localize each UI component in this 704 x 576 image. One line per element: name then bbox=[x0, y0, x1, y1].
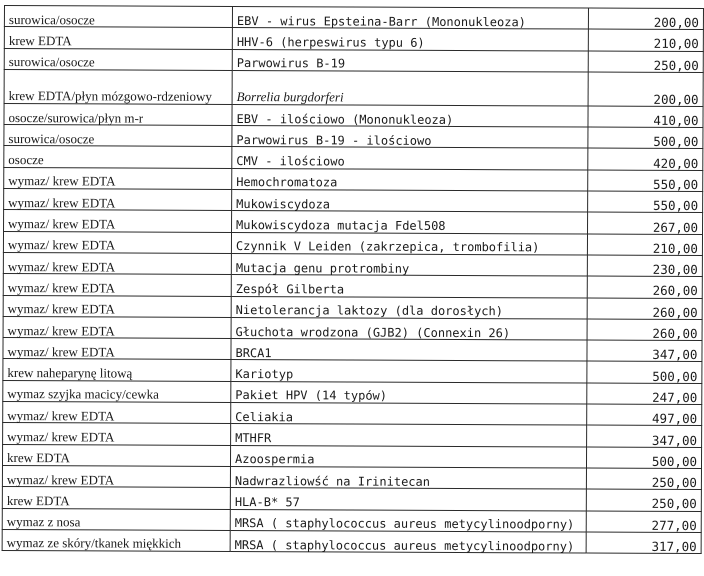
table-row bbox=[2, 444, 701, 468]
price-list-sheet bbox=[2, 5, 699, 555]
price-cell: 250,00 bbox=[588, 51, 703, 73]
test-name-cell: Nadwrazliowść na Irinitecan bbox=[230, 466, 586, 489]
table-row bbox=[3, 295, 702, 319]
test-name-cell: Kariotyp bbox=[231, 360, 587, 383]
test-name-cell: Pakiet HPV (14 typów) bbox=[231, 381, 587, 404]
test-name-cell: Azoospermia bbox=[230, 445, 586, 468]
table-row bbox=[3, 359, 702, 383]
table-row bbox=[4, 6, 703, 30]
table-row bbox=[2, 529, 701, 553]
material-cell: wymaz ze skóry/tkanek miękkich bbox=[2, 529, 230, 551]
test-name-cell: Zespół Gilberta bbox=[231, 275, 587, 298]
test-name-cell: MRSA ( staphylococcus aureus metycylinoodporny) bbox=[230, 530, 586, 553]
table-row bbox=[3, 380, 702, 404]
table-row bbox=[3, 338, 702, 362]
price-table bbox=[2, 5, 704, 554]
price-cell: 500,00 bbox=[586, 447, 701, 469]
test-name-cell: MTHFR bbox=[231, 424, 587, 447]
table-row bbox=[4, 125, 703, 149]
test-name-cell: Hemochromatoza bbox=[232, 168, 588, 191]
test-name-cell: Celiakia bbox=[231, 403, 587, 426]
table-row bbox=[3, 316, 702, 340]
table-row bbox=[4, 69, 703, 106]
material-cell: wymaz szyjka macicy/cewka bbox=[3, 380, 231, 402]
price-cell: 347,00 bbox=[587, 425, 702, 447]
material-cell: wymaz/ krew EDTA bbox=[3, 274, 231, 296]
price-cell: 277,00 bbox=[586, 511, 701, 533]
test-name-cell: Parwowirus B-19 - ilościowo bbox=[232, 126, 588, 149]
table-row bbox=[3, 402, 702, 426]
test-name-cell: Mukowiscydoza mutacja Fdel508 bbox=[232, 211, 588, 234]
table-row bbox=[4, 189, 703, 213]
test-name-cell: BRCA1 bbox=[231, 339, 587, 362]
material-cell: krew naheparynę litową bbox=[3, 359, 231, 381]
table-row bbox=[3, 423, 702, 447]
material-cell: wymaz/ krew EDTA bbox=[3, 338, 231, 360]
test-name-cell: Borrelia burgdorferi bbox=[232, 70, 588, 106]
price-cell: 230,00 bbox=[587, 255, 702, 277]
price-cell: 200,00 bbox=[588, 72, 703, 107]
test-name-cell: Nietolerancja laktozy (dla dorosłych) bbox=[231, 296, 587, 319]
price-cell: 410,00 bbox=[588, 106, 703, 128]
material-cell: surowica/osocze bbox=[4, 48, 232, 70]
test-name-cell: Parwowirus B-19 bbox=[232, 49, 588, 72]
test-name-cell: HLA-B* 57 bbox=[230, 488, 586, 511]
table-row bbox=[4, 210, 703, 234]
price-cell: 250,00 bbox=[586, 468, 701, 490]
price-cell: 260,00 bbox=[587, 319, 702, 341]
price-cell: 260,00 bbox=[587, 298, 702, 320]
table-row bbox=[2, 508, 701, 532]
test-name-cell: CMV - ilościowo bbox=[232, 147, 588, 170]
material-cell: wymaz/ krew EDTA bbox=[4, 210, 232, 232]
material-cell: surowica/osocze bbox=[4, 6, 232, 28]
material-cell: wymaz/ krew EDTA bbox=[4, 189, 232, 211]
price-cell: 210,00 bbox=[588, 29, 703, 51]
table-row bbox=[3, 274, 702, 298]
table-row bbox=[4, 103, 703, 127]
material-cell: wymaz/ krew EDTA bbox=[3, 402, 231, 424]
price-cell: 200,00 bbox=[588, 8, 703, 30]
material-cell: wymaz/ krew EDTA bbox=[3, 423, 231, 445]
test-name-cell: Mukowiscydoza bbox=[232, 190, 588, 213]
material-cell: krew EDTA/płyn mózgowo-rdzeniowy bbox=[4, 69, 232, 104]
table-row bbox=[2, 465, 701, 489]
table-row bbox=[4, 48, 703, 72]
material-cell: wymaz z nosa bbox=[2, 508, 230, 530]
test-name-cell: MRSA ( staphylococcus aureus metycylinoodporny) bbox=[230, 509, 586, 532]
price-cell: 247,00 bbox=[587, 383, 702, 405]
price-cell: 317,00 bbox=[586, 532, 701, 554]
material-cell: osocze bbox=[4, 146, 232, 168]
test-name-cell: Czynnik V Leiden (zakrzepica, trombofilia) bbox=[231, 232, 587, 255]
table-row bbox=[4, 27, 703, 51]
price-cell: 250,00 bbox=[586, 489, 701, 511]
price-cell: 500,00 bbox=[588, 127, 703, 149]
material-cell: wymaz/ krew EDTA bbox=[2, 465, 230, 487]
material-cell: krew EDTA bbox=[2, 487, 230, 509]
material-cell: wymaz/ krew EDTA bbox=[3, 316, 231, 338]
material-cell: wymaz/ krew EDTA bbox=[3, 252, 231, 274]
test-name-cell: HHV-6 (herpeswirus typu 6) bbox=[232, 28, 588, 51]
material-cell: osocze/surowica/płyn m-r bbox=[4, 103, 232, 125]
price-cell: 550,00 bbox=[588, 191, 703, 213]
test-name-cell: Mutacja genu protrombiny bbox=[231, 253, 587, 276]
material-cell: wymaz/ krew EDTA bbox=[3, 295, 231, 317]
price-cell: 347,00 bbox=[587, 340, 702, 362]
material-cell: wymaz/ krew EDTA bbox=[4, 167, 232, 189]
material-cell: wymaz/ krew EDTA bbox=[3, 231, 231, 253]
table-row bbox=[4, 167, 703, 191]
test-name-cell: EBV - wirus Epsteina-Barr (Mononukleoza) bbox=[232, 6, 588, 29]
price-cell: 550,00 bbox=[588, 170, 703, 192]
price-cell: 210,00 bbox=[587, 234, 702, 256]
price-cell: 497,00 bbox=[587, 404, 702, 426]
table-row bbox=[3, 231, 702, 255]
material-cell: surowica/osocze bbox=[4, 125, 232, 147]
price-cell: 420,00 bbox=[588, 149, 703, 171]
price-cell: 260,00 bbox=[587, 276, 702, 298]
test-name-cell: Głuchota wrodzona (GJB2) (Connexin 26) bbox=[231, 317, 587, 340]
table-row bbox=[4, 146, 703, 170]
material-cell: krew EDTA bbox=[2, 444, 230, 466]
test-name-cell: EBV - ilościowo (Mononukleoza) bbox=[232, 104, 588, 127]
price-cell: 267,00 bbox=[588, 212, 703, 234]
table-row bbox=[3, 252, 702, 276]
price-cell: 500,00 bbox=[587, 362, 702, 384]
material-cell: krew EDTA bbox=[4, 27, 232, 49]
table-row bbox=[2, 487, 701, 511]
